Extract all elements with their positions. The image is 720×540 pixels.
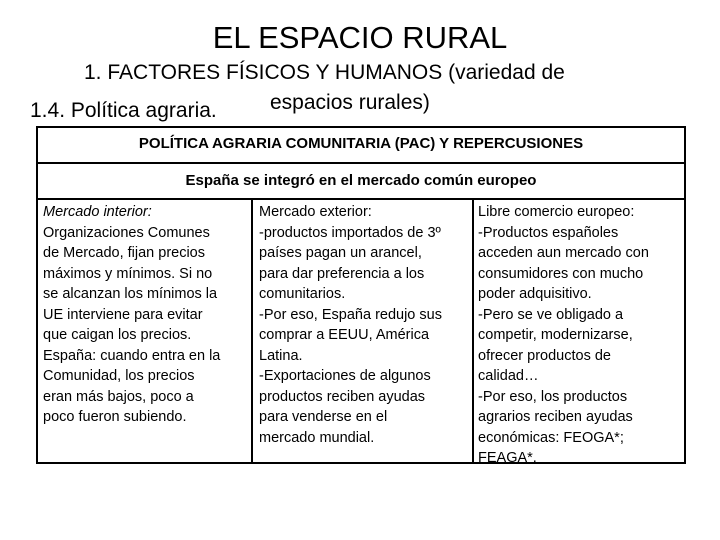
col2-line: países pagan un arancel,: [259, 245, 422, 261]
col1-line: que caigan los precios.: [43, 327, 192, 343]
col1-line: se alcanzan los mínimos la: [43, 286, 218, 302]
col3-line: -Por eso, los productos: [478, 388, 628, 405]
col2-line: para dar preferencia a los: [259, 265, 425, 282]
col1-line: Organizaciones Comunes: [43, 224, 210, 241]
column-libre-comercio: [474, 200, 684, 466]
col1-line: poco fueron subiendo.: [43, 409, 187, 425]
col3-line: consumidores con mucho: [478, 265, 644, 282]
column-mercado-exterior: [253, 200, 474, 462]
subtitle-line-2: espacios rurales): [270, 91, 430, 114]
col2-line: -Exportaciones de algunos: [259, 368, 431, 384]
col1-line: UE interviene para evitar: [43, 306, 203, 323]
col3-line: competir, modernizarse,: [478, 327, 633, 343]
col3-heading: Libre comercio europeo:: [478, 204, 635, 220]
col2-line: -productos importados de 3º: [259, 224, 441, 241]
col3-line: FEAGA*.: [478, 450, 537, 466]
table-header-pac: POLÍTICA AGRARIA COMUNITARIA (PAC) Y REPERCUSIONES: [38, 128, 684, 164]
table-header-integration: España se integró en el mercado común europeo: [38, 164, 684, 200]
col2-line: productos reciben ayudas: [259, 388, 426, 405]
col3-line: agrarios reciben ayudas: [478, 409, 633, 425]
col2-heading: Mercado exterior:: [259, 204, 372, 220]
col3-line: -Productos españoles: [478, 224, 619, 241]
col2-line: comunitarios.: [259, 286, 346, 302]
pac-table: [36, 126, 686, 464]
page-title: EL ESPACIO RURAL: [212, 20, 508, 55]
col2-line: -Por eso, España redujo sus: [259, 306, 442, 323]
col3-line: acceden aun mercado con: [478, 245, 649, 261]
col1-heading: Mercado interior:: [43, 204, 152, 220]
section-label: 1.4. Política agraria.: [30, 99, 217, 122]
col3-line: -Pero se ve obligado a: [478, 306, 624, 323]
col3-line: poder adquisitivo.: [478, 286, 592, 302]
col1-line: de Mercado, fijan precios: [43, 245, 205, 261]
col1-line: eran más bajos, poco a: [43, 388, 194, 405]
col2-line: mercado mundial.: [259, 429, 375, 446]
col1-line: España: cuando entra en la: [43, 347, 221, 364]
col3-line: calidad…: [478, 368, 539, 384]
col1-line: Comunidad, los precios: [43, 368, 195, 384]
column-mercado-interior: [38, 200, 253, 462]
col3-line: económicas: FEOGA*;: [478, 429, 624, 446]
col1-line: máximos y mínimos. Si no: [43, 265, 213, 282]
col2-line: comprar a EEUU, América: [259, 327, 430, 343]
col2-line: para venderse en el: [259, 409, 388, 425]
subtitle-line-1: 1. FACTORES FÍSICOS Y HUMANOS (variedad de: [84, 61, 565, 84]
col2-line: Latina.: [259, 347, 303, 364]
col3-line: ofrecer productos de: [478, 347, 611, 364]
